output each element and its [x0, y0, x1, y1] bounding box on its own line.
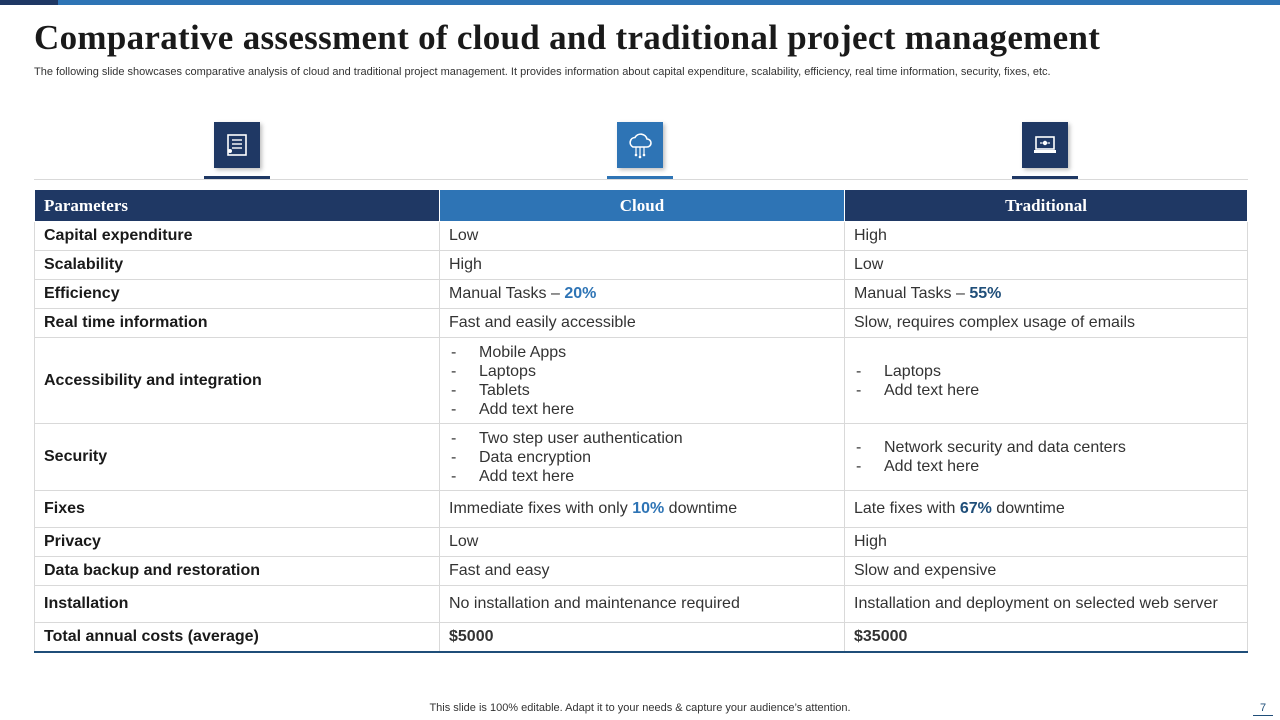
list-item: - Two step user authentication	[449, 429, 835, 448]
list-item: - Tablets	[449, 381, 835, 400]
traditional-cell	[845, 338, 1248, 424]
param-cell: Accessibility and integration	[35, 338, 440, 424]
traditional-cell	[845, 280, 1248, 309]
cloud-cell	[440, 491, 845, 528]
bullet-list	[449, 429, 835, 486]
table-row	[35, 309, 1248, 338]
cloud-cell	[440, 338, 845, 424]
cloud-network-icon	[617, 122, 663, 168]
cloud-highlight: 20%	[564, 285, 597, 302]
param-cell: Installation	[35, 586, 440, 623]
list-item: - Laptops	[449, 362, 835, 381]
table-row	[35, 623, 1248, 652]
list-item: - Add text here	[854, 381, 1238, 400]
list-item: - Network security and data centers	[854, 438, 1238, 457]
table-row	[35, 338, 1248, 424]
cloud-cell: Low	[440, 222, 845, 251]
param-cell: Capital expenditure	[35, 222, 440, 251]
param-cell: Real time information	[35, 309, 440, 338]
top-accent-bar-dark	[0, 0, 58, 5]
header-traditional: Traditional	[845, 190, 1248, 222]
table-row	[35, 557, 1248, 586]
list-item: - Laptops	[854, 362, 1238, 381]
table-row	[35, 251, 1248, 280]
cloud-text: Immediate fixes with only	[449, 500, 633, 517]
top-accent-bar	[0, 0, 1280, 5]
list-item: - Add text here	[449, 467, 835, 486]
param-cell: Fixes	[35, 491, 440, 528]
comparison-table	[34, 189, 1248, 653]
slide-subtitle: The following slide showcases comparative analysis of cloud and traditional project management. It provides information about capital expenditure, scalability, efficiency, real time information, security, fixes, etc.	[34, 66, 1051, 78]
cloud-cell: Fast and easily accessible	[440, 309, 845, 338]
param-cell: Scalability	[35, 251, 440, 280]
traditional-cell: Installation and deployment on selected web server	[845, 586, 1248, 623]
traditional-cell: Slow, requires complex usage of emails	[845, 309, 1248, 338]
list-item: - Add text here	[449, 400, 835, 419]
bullet-list	[449, 343, 835, 419]
traditional-cell: High	[845, 222, 1248, 251]
list-item: - Add text here	[854, 457, 1238, 476]
bullet-list	[854, 438, 1238, 476]
param-cell: Total annual costs (average)	[35, 623, 440, 652]
bullet-list	[854, 362, 1238, 400]
traditional-cost-cell: $35000	[845, 623, 1248, 652]
cloud-cost-cell: $5000	[440, 623, 845, 652]
table-row	[35, 424, 1248, 491]
cloud-highlight: 10%	[632, 500, 665, 517]
cloud-cell: Low	[440, 528, 845, 557]
traditional-cell: Low	[845, 251, 1248, 280]
list-item: - Mobile Apps	[449, 343, 835, 362]
param-cell: Security	[35, 424, 440, 491]
header-parameters: Parameters	[35, 190, 440, 222]
cloud-text: Manual Tasks –	[449, 285, 565, 302]
table-row	[35, 491, 1248, 528]
traditional-text: downtime	[991, 500, 1065, 517]
table-header-row	[35, 190, 1248, 222]
traditional-cell	[845, 491, 1248, 528]
cloud-cell	[440, 424, 845, 491]
traditional-text: Manual Tasks –	[854, 285, 970, 302]
traditional-highlight: 55%	[969, 285, 1002, 302]
cloud-cell: High	[440, 251, 845, 280]
cloud-cell: Fast and easy	[440, 557, 845, 586]
traditional-highlight: 67%	[959, 500, 992, 517]
param-cell: Data backup and restoration	[35, 557, 440, 586]
cloud-text: downtime	[664, 500, 738, 517]
table-row	[35, 528, 1248, 557]
footer-note: This slide is 100% editable. Adapt it to your needs & capture your audience’s attention.	[429, 702, 851, 714]
divider-line	[34, 179, 1248, 180]
table-row	[35, 280, 1248, 309]
table-row	[35, 222, 1248, 251]
traditional-cell	[845, 424, 1248, 491]
page-number: 7	[1259, 702, 1267, 714]
cloud-cell: No installation and maintenance required	[440, 586, 845, 623]
param-cell: Efficiency	[35, 280, 440, 309]
traditional-text: Late fixes with	[854, 500, 960, 517]
table-row	[35, 586, 1248, 623]
slide-title: Comparative assessment of cloud and traditional project management	[34, 18, 1101, 57]
page-number-underline	[1253, 715, 1273, 716]
param-cell: Privacy	[35, 528, 440, 557]
header-cloud: Cloud	[440, 190, 845, 222]
traditional-cell: High	[845, 528, 1248, 557]
list-item: - Data encryption	[449, 448, 835, 467]
cloud-cell	[440, 280, 845, 309]
computer-monitor-icon	[1022, 122, 1068, 168]
traditional-cell: Slow and expensive	[845, 557, 1248, 586]
document-list-icon	[214, 122, 260, 168]
